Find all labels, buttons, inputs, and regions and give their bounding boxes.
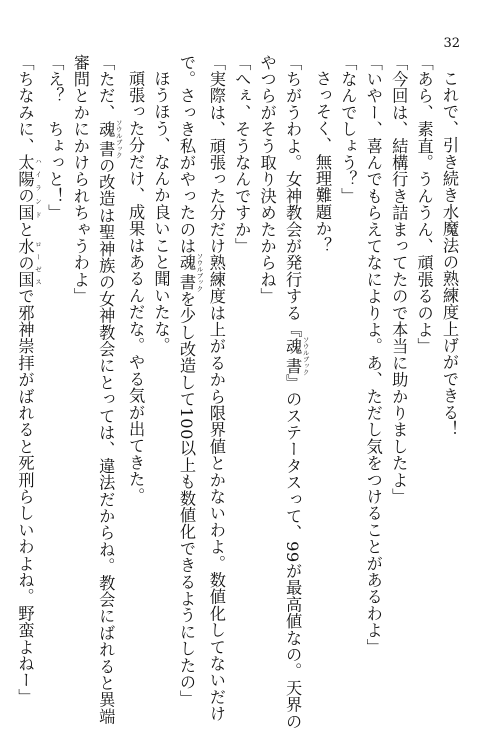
body-text <box>12 54 462 730</box>
text-line: 「あら、素直。うんうん、頑張るのよ」 <box>414 54 434 355</box>
text-line: 「いやー、喜んでもらえてなによりよ。あ、ただし気をつけることがあるわよ」 <box>363 54 383 656</box>
text-line: 「え？ ちょっと！」 <box>45 54 65 221</box>
text-line: ほうほう、なんか良いこと聞いたな。 <box>151 70 171 355</box>
text-line: さっそく、無理難題か？ <box>312 70 332 254</box>
text-line: 「今回は、結構行き詰まってたので本当に助かりましたよ」 <box>389 54 409 505</box>
text-line: 「実際は、頑張った分だけ熟練度は上がるから限界値とかないわよ。数値化してないだけ <box>206 54 226 722</box>
page-number: 32 <box>443 36 460 51</box>
text-line: で。さっき私がやったのは魂書 ソウルブックを少し改造して100以上も数値化できるようにしたの」 <box>176 54 204 708</box>
text-line: 「ちなみに、太陽の国 ハイランドと水の国 ローゼスで邪神崇拝がばれると死刑らしいわよね。野蛮よねー」 <box>15 54 42 706</box>
text-line: やつらがそう取り決めたからね」 <box>257 54 277 305</box>
text-line: 「なんでしょう？」 <box>338 54 358 205</box>
text-line: これで、引き続き水魔法の熟練度上げができる！ <box>440 70 459 438</box>
ruby-soulbook: 魂書 ソウルブック <box>96 119 123 159</box>
text-line: 審問とかにかけられちゃうわよ」 <box>70 54 90 305</box>
ruby-soulbook: 魂書 ソウルブック <box>176 253 204 293</box>
ruby-roses: 水の国 ローゼス <box>15 237 42 288</box>
text-line: 「へぇ、そうなんですか」 <box>232 54 252 255</box>
ruby-soulbook: 魂書 ソウルブック <box>283 336 310 376</box>
text-line: 頑張った分だけ、成果はあるんだな。やる気が出てきた。 <box>126 70 146 505</box>
ruby-highland: 太陽の国 ハイランド <box>15 154 42 222</box>
text-line: 「ただ、魂書 ソウルブックの改造は聖神族の女神教会にとっては、違法だからね。教会にばれると異端 <box>96 54 123 725</box>
text-line: 「ちがうわよ。女神教会が発行する『魂書 ソウルブック』のステータスって、99が最高値なの。天界の <box>283 54 310 730</box>
